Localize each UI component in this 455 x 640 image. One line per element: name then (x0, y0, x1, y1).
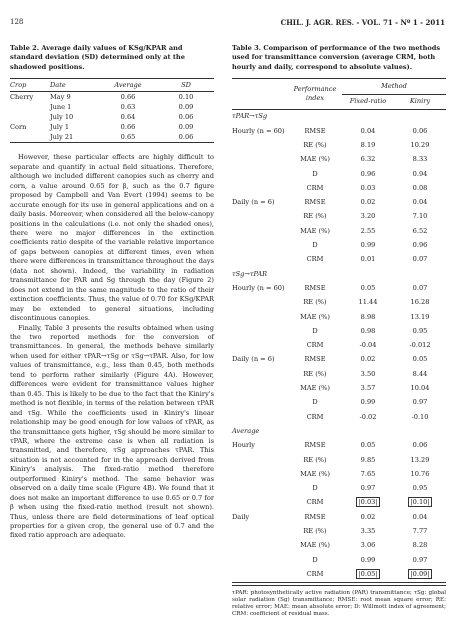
table3-section-row (232, 267, 446, 281)
table-row (232, 553, 446, 567)
table3-group-label (232, 482, 288, 496)
table-row (232, 167, 446, 181)
table-cell: 0.09 (178, 122, 194, 131)
table-cell-value: 9.85 (360, 455, 376, 464)
table2 (10, 78, 214, 143)
table-cell: June 1 (50, 102, 72, 111)
table-cell (394, 196, 446, 210)
table3-group-label (232, 539, 288, 553)
right-column (232, 44, 446, 619)
table-cell (394, 310, 446, 324)
table-cell-value: 0.95 (412, 326, 428, 335)
table3-group-label (232, 167, 288, 181)
table-cell-value: 0.05 (412, 355, 428, 364)
table-row (232, 496, 446, 510)
table3-group-label: Hourly (n = 60) (232, 283, 285, 292)
table-cell (342, 496, 394, 510)
table-cell (394, 296, 446, 310)
table-cell (394, 367, 446, 381)
table-cell (288, 367, 342, 381)
table-cell (342, 324, 394, 338)
table-row (232, 124, 446, 138)
table-cell (288, 453, 342, 467)
table-cell (394, 153, 446, 167)
table-row (232, 253, 446, 267)
table-cell (394, 553, 446, 567)
table-row (232, 382, 446, 396)
table3-group-label: Hourly (n = 60) (232, 126, 285, 135)
table-cell-value: 8.19 (360, 140, 376, 149)
table-cell (288, 439, 342, 453)
table-cell-value: RE (%) (303, 212, 327, 221)
table3-group-label (232, 367, 288, 381)
table-row (232, 296, 446, 310)
table-cell-value: CRM (306, 183, 324, 192)
table-cell-value: 0.96 (412, 241, 428, 250)
table-cell (288, 153, 342, 167)
table3-section-label: τPAR→τSg (232, 112, 268, 121)
table-cell (342, 439, 394, 453)
table-cell (342, 210, 394, 224)
table-cell (342, 224, 394, 238)
table-cell (288, 124, 342, 138)
table-row (232, 510, 446, 524)
table-row (232, 310, 446, 324)
table-cell (10, 102, 50, 112)
table-cell-value: |0.05| (358, 569, 378, 578)
table-row (232, 282, 446, 296)
table-row (10, 132, 214, 143)
table-cell-value: 0.08 (412, 183, 428, 192)
table-cell: 0.06 (178, 112, 194, 121)
table-cell (342, 196, 394, 210)
table3-section-label: τSg→τPAR (232, 269, 268, 278)
table-row (232, 153, 446, 167)
table3-group-label: Daily (n = 6) (232, 355, 275, 364)
table3-section-label: Average (232, 426, 260, 435)
table-cell (288, 139, 342, 153)
table-cell (342, 181, 394, 195)
table-cell (342, 396, 394, 410)
table3-group-label (232, 339, 288, 353)
paragraph: Finally, Table 3 presents the results obtained when using the two reported methods for the conversion of transmittances. In general, the methods behave similarly when used for either τPAR→τSg or τSg→τPAR. Also, for low values of transmittance, e.g., less than 0.45, both methods tend to perform rather similarly (Figure 4A). However, differences were evident for transmittance values higher than 0.45. This is likely to be due to the fact that the Kiniry's method is not flexible, in terms of the relation between τPAR and τSg. While the coefficients used in Kiniry's linear relationship may be good enough for low values of τPAR, as the transmittance gets higher, τSg should be more similar to τPAR, where the extreme case is when all radiation is transmitted, and therefore, τSg approaches τPAR. This situation is not accounted for in the approach derived from Kiniry's analysis. The fixed-ratio method therefore outperformed Kiniry's method. The same behavior was observed on a daily time scale (Figure 4B). We found that it does not make an important difference to use 0.65 or 0.7 for β when using the fixed-ratio method (result not shown). Thus, unless there are field determinations of leaf optical properties for a given crop, the general use of 0.7 and the fixed ratio approach are adequate. (10, 323, 214, 540)
table-cell (342, 453, 394, 467)
table-cell-value: RE (%) (303, 455, 327, 464)
table-cell (288, 239, 342, 253)
table-cell (288, 282, 342, 296)
table-cell-value: RMSE (304, 198, 326, 207)
table-cell-value: 0.02 (360, 512, 376, 521)
table-cell-value: 3.20 (360, 212, 376, 221)
table-cell-value: 0.06 (412, 126, 428, 135)
table-cell-value: RMSE (304, 283, 326, 292)
table-cell (342, 382, 394, 396)
table-row (232, 482, 446, 496)
table3-group-label (232, 467, 288, 481)
table-cell-value: RMSE (304, 126, 326, 135)
table-cell: 0.10 (178, 92, 194, 101)
table3-group-label: Daily (n = 6) (232, 198, 275, 207)
table-row (232, 439, 446, 453)
table-cell-value: RE (%) (303, 140, 327, 149)
table-cell-value: 0.03 (360, 183, 376, 192)
table-cell-value: 10.76 (410, 469, 430, 478)
table-cell (288, 353, 342, 367)
table3-section-row (232, 109, 446, 124)
table-cell-value: D (312, 241, 318, 250)
table-cell-value: 10.04 (410, 384, 430, 393)
table-cell (394, 239, 446, 253)
table-cell (394, 139, 446, 153)
table-cell-value: 0.94 (412, 169, 428, 178)
table-cell-value: 3.57 (360, 384, 376, 393)
paragraph: However, these particular effects are highly difficult to separate and quantify in actual field situations. Therefore, although we included different canopies such as cherry and corn, a value around 0.65 for β, such as the 0.7 figure proposed by Campbell and Van Evert (1994) seems to be accurate enough for its use in general applications and on a daily basis. Moreover, when considered all the below-canopy positions in the calculations (i.e. not only the shaded ones), there were no major differences in the extinction coefficients ratio despite of the variable relative importance of gaps between canopies at different times, even when there were differences in transmittance throughout the days (data not shown). Indeed, the variability in radiation transmittance for PAR and Sg through the day (Figure 2) does not extend in the same magnitude to the ratio of their extinction coefficients. Thus, the value of 0.70 for KSg/KPAR may be extended to general situations, including discontinuous canopies. (10, 153, 214, 323)
table-row (10, 112, 214, 122)
table-cell (288, 567, 342, 582)
table-cell (394, 282, 446, 296)
table-cell: 0.66 (120, 122, 136, 131)
table-cell-value: D (312, 484, 318, 493)
table-cell: 0.06 (158, 132, 214, 143)
table-cell-value: 0.97 (412, 555, 428, 564)
table-row (232, 567, 446, 582)
table3-group-label (232, 525, 288, 539)
table-cell (288, 181, 342, 195)
table-row (232, 239, 446, 253)
table-cell (288, 167, 342, 181)
table3-group-label (232, 553, 288, 567)
table-cell (288, 224, 342, 238)
table3-group-label (232, 181, 288, 195)
table-cell-value: 8.44 (412, 369, 428, 378)
table-cell (342, 539, 394, 553)
table3-col-fixed: Fixed-ratio (349, 97, 387, 106)
table3-section-row (232, 424, 446, 438)
table-cell-value: MAE (%) (300, 469, 330, 478)
table-cell-value: 10.29 (410, 140, 430, 149)
table3-group-label (232, 567, 288, 582)
table-cell-value: 0.02 (360, 198, 376, 207)
table-cell (342, 239, 394, 253)
table-cell (342, 124, 394, 138)
table-cell (394, 339, 446, 353)
table-cell (288, 210, 342, 224)
table-cell-value: 0.05 (360, 441, 376, 450)
table-cell (342, 310, 394, 324)
table-cell-value: 3.35 (360, 526, 376, 535)
table-cell (288, 196, 342, 210)
table3-footnote: τPAR: photosynthetically active radiation (PAR) transmittance; τSg: global solar radiation (Sg) transmittance; RMSE: root mean square error; RE: relative error; MAE: mean absolute error; D: Willmott index of agreement; CRM: coefficient of residual mass. (232, 589, 446, 618)
table-cell-value: 7.65 (360, 469, 376, 478)
table-cell (288, 324, 342, 338)
table2-header: Date (50, 79, 98, 92)
left-column (10, 44, 214, 541)
table-cell (342, 510, 394, 524)
table-cell: 0.64 (120, 112, 136, 121)
table-row (10, 102, 214, 112)
table-cell (288, 253, 342, 267)
table3-col-kiniry: Kiniry (409, 97, 431, 106)
table-cell-value: 0.07 (412, 255, 428, 264)
table-cell-value: 7.77 (412, 526, 428, 535)
table-cell-value: MAE (%) (300, 312, 330, 321)
table3-group-label (232, 239, 288, 253)
table-row (232, 139, 446, 153)
table-cell: 0.09 (178, 102, 194, 111)
table-cell-value: 0.05 (360, 283, 376, 292)
table-cell-value: -0.04 (359, 341, 377, 350)
table2-header: Crop (10, 79, 50, 92)
table-cell (342, 153, 394, 167)
table3-group-label: Hourly (232, 441, 255, 450)
table-row (232, 353, 446, 367)
table-cell-value: 0.06 (412, 441, 428, 450)
table-cell (394, 353, 446, 367)
table-cell-value: 0.97 (360, 484, 376, 493)
table-cell-value: 0.04 (412, 512, 428, 521)
table-row (232, 367, 446, 381)
journal-header: CHIL. J. AGR. RES. - VOL. 71 - Nº 1 - 2011 (280, 18, 445, 27)
table-cell-value: 8.98 (360, 312, 376, 321)
table-cell: 0.63 (120, 102, 136, 111)
table-cell-value: CRM (306, 569, 324, 578)
table3-group-label (232, 153, 288, 167)
table-cell: Corn (10, 122, 27, 131)
table-cell (342, 410, 394, 424)
table3-group-label (232, 396, 288, 410)
table-cell (342, 296, 394, 310)
table-cell (394, 210, 446, 224)
table-cell (288, 396, 342, 410)
table-row (232, 196, 446, 210)
table-cell-value: 0.99 (360, 241, 376, 250)
table-cell (394, 167, 446, 181)
table-cell (288, 467, 342, 481)
table-cell-value: MAE (%) (300, 384, 330, 393)
table-cell (288, 296, 342, 310)
table-cell (10, 132, 50, 143)
table-cell (394, 324, 446, 338)
table-cell: July 1 (50, 122, 70, 131)
table-cell-value: CRM (306, 412, 324, 421)
table3-group-label (232, 496, 288, 510)
table-row (232, 396, 446, 410)
table-cell-value: |0.10| (410, 498, 430, 507)
table-cell-value: 0.99 (360, 398, 376, 407)
table-cell-value: MAE (%) (300, 226, 330, 235)
table-cell (394, 539, 446, 553)
table-cell-value: 11.44 (358, 298, 378, 307)
table-cell-value: 7.10 (412, 212, 428, 221)
table-row (232, 210, 446, 224)
table-cell (288, 525, 342, 539)
table3-group-label (232, 253, 288, 267)
table-cell: 0.66 (120, 92, 136, 101)
table2-header: SD (158, 79, 214, 92)
table-cell-value: RE (%) (303, 298, 327, 307)
table3-group-label (232, 410, 288, 424)
table3-col-performance: Performance index (293, 84, 337, 103)
table3-group-label (232, 139, 288, 153)
table3-col-method: Method (342, 79, 446, 94)
table-cell (288, 339, 342, 353)
table-cell-value: 13.19 (410, 312, 430, 321)
table-cell-value: 0.96 (360, 169, 376, 178)
table-row (232, 181, 446, 195)
table-cell (342, 553, 394, 567)
table-cell-value: -0.012 (409, 341, 431, 350)
table-cell (394, 439, 446, 453)
table-cell-value: CRM (306, 341, 324, 350)
table3-group-label (232, 224, 288, 238)
table-cell (342, 167, 394, 181)
table-cell-value: CRM (306, 498, 324, 507)
table-cell (394, 382, 446, 396)
table-cell-value: 0.97 (412, 398, 428, 407)
table-cell-value: RE (%) (303, 369, 327, 378)
table-cell (342, 253, 394, 267)
table-row (232, 453, 446, 467)
table-row (10, 92, 214, 103)
table-cell-value: -0.02 (359, 412, 377, 421)
table-cell (342, 139, 394, 153)
table-cell: Cherry (10, 92, 34, 101)
table-cell-value: -0.10 (411, 412, 429, 421)
table-cell (288, 539, 342, 553)
table-cell-value: 13.29 (410, 455, 430, 464)
table-cell (394, 567, 446, 582)
table-cell-value: MAE (%) (300, 155, 330, 164)
table-cell (10, 112, 50, 122)
table-cell-value: D (312, 326, 318, 335)
table3-group-label (232, 296, 288, 310)
table-cell (394, 224, 446, 238)
table2-caption: Table 2. Average daily values of KSg/KPAR and standard deviation (SD) determined only at the shadowed positions. (10, 44, 185, 71)
table-cell (288, 553, 342, 567)
table-cell-value: D (312, 398, 318, 407)
table-row (10, 122, 214, 132)
table-cell-value: RMSE (304, 441, 326, 450)
table-cell-value: 6.52 (412, 226, 428, 235)
table-cell-value: |0.09| (410, 569, 430, 578)
table-cell-value: 2.55 (360, 226, 376, 235)
table-cell-value: 3.06 (360, 541, 376, 550)
table3-group-label (232, 324, 288, 338)
table2-header: Average (98, 79, 158, 92)
table-cell (394, 181, 446, 195)
table-cell: July 10 (50, 112, 74, 121)
table3-group-label (232, 382, 288, 396)
table-cell-value: D (312, 555, 318, 564)
table-cell (288, 410, 342, 424)
table-cell (394, 124, 446, 138)
table-row (232, 224, 446, 238)
table-cell-value: 0.07 (412, 283, 428, 292)
table-cell-value: 0.99 (360, 555, 376, 564)
table-cell (394, 482, 446, 496)
table-cell (288, 496, 342, 510)
table-cell (342, 525, 394, 539)
table-cell (342, 467, 394, 481)
table-cell (342, 339, 394, 353)
table-cell-value: 3.50 (360, 369, 376, 378)
table-row (232, 324, 446, 338)
table-cell-value: D (312, 169, 318, 178)
table-cell-value: 0.04 (412, 198, 428, 207)
table-cell (342, 353, 394, 367)
table-cell-value: 6.32 (360, 155, 376, 164)
table-cell (342, 367, 394, 381)
table3-group-label (232, 310, 288, 324)
table3 (232, 78, 446, 582)
table-cell-value: RMSE (304, 355, 326, 364)
table-cell-value: |0.03| (358, 498, 378, 507)
table-cell (394, 453, 446, 467)
table-cell-value: 0.01 (360, 255, 376, 264)
table-cell (394, 525, 446, 539)
table-cell: 0.65 (98, 132, 158, 143)
table-cell (342, 282, 394, 296)
table3-caption: Table 3. Comparison of performance of the two methods used for transmittance conversion (average CRM, both hourly and daily, correspond to absolute values). (232, 44, 441, 71)
table-cell-value: 8.33 (412, 155, 428, 164)
table-row (232, 339, 446, 353)
table-row (232, 539, 446, 553)
table-row (232, 525, 446, 539)
table3-group-label (232, 210, 288, 224)
table-row (232, 410, 446, 424)
table-cell (394, 510, 446, 524)
table-cell (394, 396, 446, 410)
table-cell (394, 253, 446, 267)
table-cell-value: CRM (306, 255, 324, 264)
page-number: 128 (10, 18, 24, 26)
table-cell-value: RMSE (304, 512, 326, 521)
table-cell (288, 310, 342, 324)
table-cell (342, 567, 394, 582)
table3-group-label (232, 453, 288, 467)
table-cell (288, 382, 342, 396)
table-cell-value: 0.95 (412, 484, 428, 493)
table-cell: July 21 (50, 132, 98, 143)
table3-group-label: Daily (232, 512, 250, 521)
table-cell-value: 0.98 (360, 326, 376, 335)
table-cell-value: 0.02 (360, 355, 376, 364)
table-cell-value: 16.28 (410, 298, 430, 307)
table-cell: May 9 (50, 92, 71, 101)
table-cell (288, 510, 342, 524)
table-cell (394, 410, 446, 424)
table-cell (342, 482, 394, 496)
table-row (232, 467, 446, 481)
table-cell (394, 467, 446, 481)
table-cell (394, 496, 446, 510)
table-cell-value: 8.28 (412, 541, 428, 550)
table-cell-value: RE (%) (303, 526, 327, 535)
table-cell-value: MAE (%) (300, 541, 330, 550)
table-cell-value: 0.04 (360, 126, 376, 135)
table-cell (288, 482, 342, 496)
